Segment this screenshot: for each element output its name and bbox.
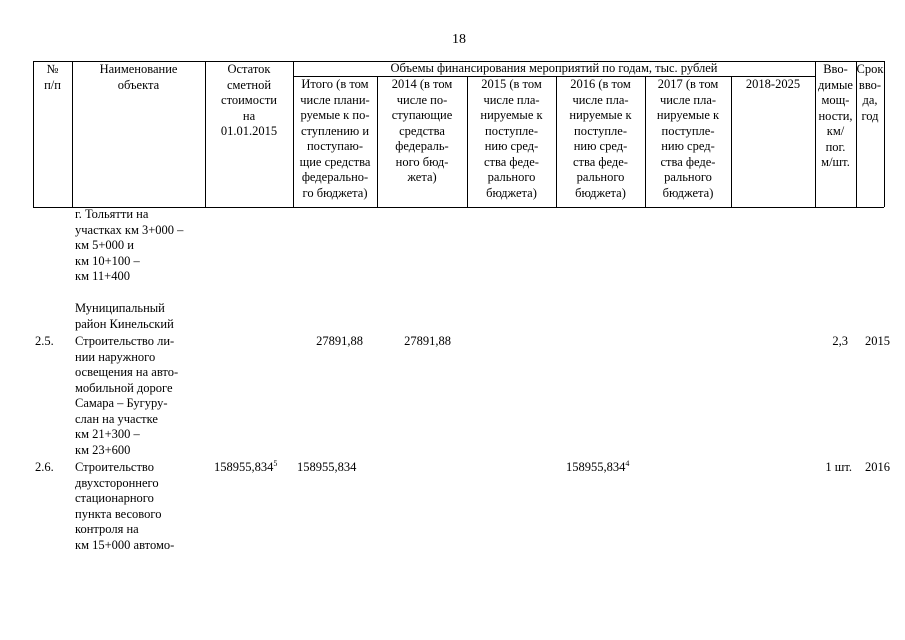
- header-balance: Остаток сметной стоимости на 01.01.2015: [220, 62, 278, 138]
- header-2016: 2016 (в том числе пла- нируемые к поступле- нию сред- ства феде- рального бюджета): [569, 77, 632, 200]
- header-capacity: Вво- димые мощ- ности, км/ пог. м/шт.: [818, 62, 853, 169]
- row-2014: 27891,88: [404, 334, 451, 348]
- header-2014: 2014 (в том числе по- ступающие средства федераль- ного бюд- жета): [391, 77, 453, 184]
- row-object-name: Строительство ли- нии наружного освещения на авто- мобильной дороге Самара – Бугуру- слан на участке км 21+300 – км 23+600: [75, 334, 179, 457]
- row-object-name: Строительство двухстороннего стационарного пункта весового контроля на км 15+000 автомо-: [75, 460, 175, 552]
- row-2016: [566, 460, 629, 476]
- row-object-name: Муниципальный район Кинельский: [75, 301, 174, 331]
- row-balance: [214, 460, 277, 476]
- header-2015: 2015 (в том числе пла- нируемые к поступле- нию сред- ства феде- рального бюджета): [480, 77, 543, 200]
- row-commission-year: 2015: [865, 334, 890, 348]
- row-number: 2.5.: [35, 334, 54, 348]
- row-commission-year: 2016: [865, 460, 890, 474]
- header-number: № п/п: [44, 62, 61, 92]
- header-financing-group: Объемы финансирования мероприятий по годам, тыс. рублей: [390, 61, 718, 75]
- header-object-name: Наименование объекта: [99, 62, 178, 92]
- row-total: 158955,834: [297, 460, 357, 474]
- row-object-name: г. Тольятти на участках км 3+000 – км 5+000 и км 10+100 – км 11+400: [75, 207, 184, 283]
- header-2017: 2017 (в том числе пла- нируемые к поступле- нию сред- ства феде- рального бюджета): [656, 77, 720, 200]
- row-capacity: 1 шт.: [825, 460, 852, 474]
- header-2018-2025: 2018-2025: [745, 77, 801, 91]
- footnote-marker: 5: [273, 458, 278, 468]
- row-capacity: 2,3: [832, 334, 848, 348]
- header-commission-year: Срок вво- да, год: [856, 62, 884, 123]
- page-number: 18: [452, 32, 466, 47]
- footnote-marker: 4: [625, 458, 630, 468]
- row-number: 2.6.: [35, 460, 54, 474]
- row-2016-value: 158955,834: [566, 460, 626, 474]
- header-total: Итого (в том числе плани- руемые к по- ступлению и поступаю- щие средства федерально- го бюджета): [299, 77, 371, 200]
- row-balance-value: 158955,834: [214, 460, 274, 474]
- row-total: 27891,88: [316, 334, 363, 348]
